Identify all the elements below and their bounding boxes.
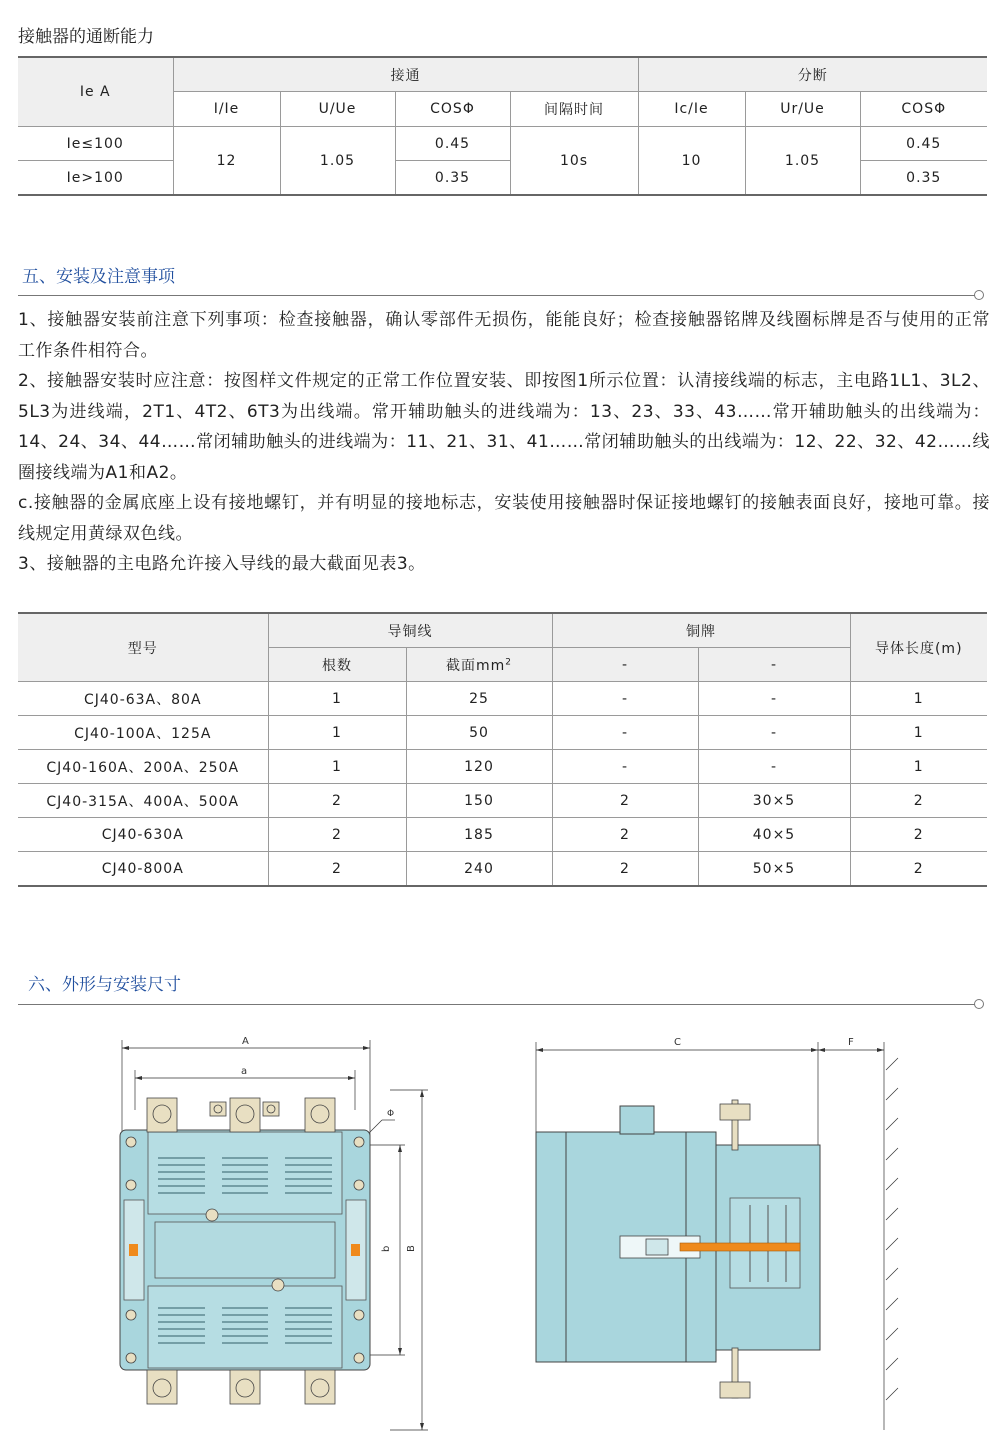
header-ic-ie: Ic/Ie [638,92,745,127]
header-length: 导体长度(m) [850,613,987,682]
header-bar-col1: - [552,648,698,682]
note-paragraph: c.接触器的金属底座上设有接地螺钉，并有明显的接地标志，安装使用接触器时保证接地螺钉的接触表面良好，接地可靠。接线规定用黄绿双色线。 [18,493,990,544]
cell-bar2: - [698,682,850,716]
breaking-capacity-table [18,56,987,196]
note-paragraph: 3、接触器的主电路允许接入导线的最大截面见表3。 [18,554,426,574]
cell-count: 2 [268,852,406,887]
header-model: 型号 [18,613,268,682]
cell-ur-ue: 1.05 [745,127,860,196]
cell-cos-make: 0.35 [395,161,510,196]
cell-bar1: 2 [552,852,698,887]
header-bar-col2: - [698,648,850,682]
header-cos-make: COSΦ [395,92,510,127]
cell-area: 185 [406,818,552,852]
cell-length: 2 [850,852,987,887]
table-row [18,716,987,750]
cell-count: 1 [268,716,406,750]
cell-area: 240 [406,852,552,887]
table1-title: 接触器的通断能力 [18,27,154,47]
cell-model: CJ40-63A、80A [18,682,268,716]
dim-label-b: b [381,1245,392,1252]
note-paragraph: 2、接触器安装时应注意：按图样文件规定的正常工作位置安装、即按图1所示位置：认清接线端的标志，主电路1L1、3L2、5L3为进线端，2T1、4T2、6T3为出线端。常开辅助触头的进线端为：13、23、33、43……常开辅助触头的出线端为：14、24、34、44……常闭辅助触头的进线端为：11、21、31、41……常闭辅助触头的出线端为：12、22、32、42……线圈接线端为A1和A2。 [18,371,990,483]
cell-length: 2 [850,784,987,818]
cell-cos-make: 0.45 [395,127,510,161]
cell-bar2: 30×5 [698,784,850,818]
cell-length: 1 [850,750,987,784]
cell-bar2: 40×5 [698,818,850,852]
cell-model: CJ40-100A、125A [18,716,268,750]
cell-length: 1 [850,682,987,716]
cell-length: 1 [850,716,987,750]
cell-model: CJ40-315A、400A、500A [18,784,268,818]
header-bar: 铜牌 [552,613,850,648]
cell-count: 2 [268,784,406,818]
header-break: 分断 [638,57,987,92]
table-row [18,750,987,784]
section5-divider [18,295,976,296]
header-interval: 间隔时间 [510,92,638,127]
dim-label-A: A [242,1036,249,1047]
cell-bar1: - [552,750,698,784]
table-row [18,682,987,716]
cell-interval: 10s [510,127,638,196]
header-ie: Ie A [18,57,173,127]
header-wire: 导铜线 [268,613,552,648]
header-i-ie: I/Ie [173,92,280,127]
cell-ic-ie: 10 [638,127,745,196]
section5-divider-end [974,290,984,300]
cell-area: 120 [406,750,552,784]
cell-model: CJ40-630A [18,818,268,852]
header-wire-area: 截面$mm^2$ [406,648,552,682]
section5-title: 五、安装及注意事项 [22,267,175,287]
header-make: 接通 [173,57,638,92]
header-u-ue: U/Ue [280,92,395,127]
cell-area: 150 [406,784,552,818]
section6-divider-end [974,999,984,1009]
cell-bar1: - [552,716,698,750]
cell-count: 1 [268,750,406,784]
side-view-drawing [520,1030,920,1450]
header-wire-count: 根数 [268,648,406,682]
cell-count: 2 [268,818,406,852]
table-row [18,852,987,887]
cell-bar1: 2 [552,784,698,818]
cell-bar2: 50×5 [698,852,850,887]
cell-bar2: - [698,716,850,750]
cell-i-ie: 12 [173,127,280,196]
section6-title: 六、外形与安装尺寸 [28,975,181,995]
header-cos-break: COSΦ [860,92,987,127]
dim-label-phi: Φ [387,1109,395,1119]
installation-notes [18,305,990,580]
cell-area: 50 [406,716,552,750]
cell-area: 25 [406,682,552,716]
note-paragraph: 1、接触器安装前注意下列事项：检查接触器，确认零部件无损伤，能能良好；检查接触器铭牌及线圈标牌是否与使用的正常工作条件相符合。 [18,310,990,361]
dim-label-C: C [674,1037,681,1048]
cell-model: CJ40-800A [18,852,268,887]
table-row-ie: Ie>100 [18,161,173,196]
table-row-ie: Ie≤100 [18,127,173,161]
dim-label-F: F [848,1037,854,1048]
cell-bar1: 2 [552,818,698,852]
cell-bar1: - [552,682,698,716]
header-ur-ue: Ur/Ue [745,92,860,127]
table-row [18,784,987,818]
cell-model: CJ40-160A、200A、250A [18,750,268,784]
cell-cos-break: 0.35 [860,161,987,196]
table-row [18,818,987,852]
cell-cos-break: 0.45 [860,127,987,161]
cell-bar2: - [698,750,850,784]
dim-label-a: a [241,1066,248,1077]
wire-section-table [18,612,987,887]
cell-length: 2 [850,818,987,852]
dim-label-B: B [406,1245,417,1252]
section6-divider [18,1004,976,1005]
cell-count: 1 [268,682,406,716]
cell-u-ue: 1.05 [280,127,395,196]
front-view-drawing [100,1030,440,1450]
